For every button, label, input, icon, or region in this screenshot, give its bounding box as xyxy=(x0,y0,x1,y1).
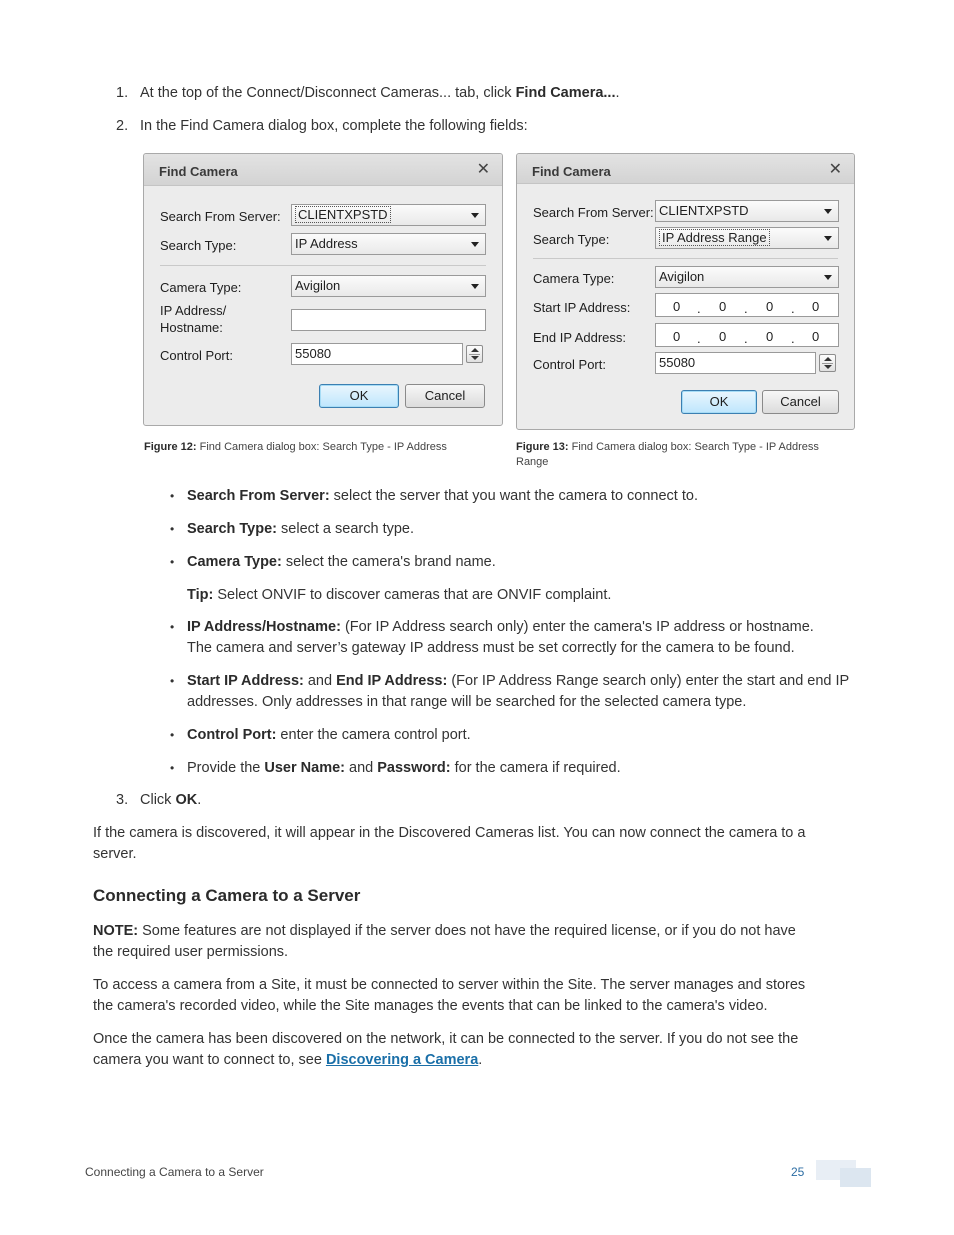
ok-button[interactable]: OK xyxy=(319,384,399,408)
bullet-icon: • xyxy=(170,728,175,742)
tip-text xyxy=(187,585,867,606)
camera-type-label: Camera Type: xyxy=(160,280,242,295)
bullet-bold: Control Port: xyxy=(187,727,277,743)
select-value: CLIENTXPSTD xyxy=(295,206,391,223)
close-icon[interactable]: ✕ xyxy=(828,161,842,178)
select-value: IP Address xyxy=(295,236,358,251)
step-bold: Find Camera... xyxy=(515,85,616,101)
bullet-text xyxy=(187,725,867,746)
chevron-down-icon xyxy=(471,242,479,247)
control-port-input[interactable]: 55080 xyxy=(655,352,816,374)
bullet-body: and xyxy=(303,673,337,689)
section-heading: Connecting a Camera to a Server xyxy=(93,886,361,905)
bullet-icon: • xyxy=(170,522,175,536)
bullet-icon: • xyxy=(170,555,175,569)
caption-label: Figure 13: xyxy=(516,441,569,453)
select-value: Avigilon xyxy=(659,269,705,284)
step-number: 1. xyxy=(116,85,129,101)
chevron-down-icon xyxy=(824,236,832,241)
spinner-arrows-icon[interactable] xyxy=(466,345,483,363)
label-line: Hostname: xyxy=(160,320,223,335)
bullet-text xyxy=(187,617,867,659)
search-type-select[interactable] xyxy=(291,233,486,255)
step-bold: OK xyxy=(175,792,198,808)
corner-decoration xyxy=(840,1168,871,1187)
step-text-part: Click xyxy=(140,792,176,808)
bullet-body: enter the camera control port. xyxy=(276,727,471,743)
select-value: Avigilon xyxy=(295,278,341,293)
note-paragraph xyxy=(93,921,863,963)
select-value: IP Address Range xyxy=(659,229,770,246)
caption-text: Find Camera dialog box: Search Type - IP Address xyxy=(568,441,819,453)
figure-12-caption xyxy=(144,440,504,455)
search-type-select[interactable] xyxy=(655,227,839,249)
step-text-part: . xyxy=(197,792,202,808)
divider xyxy=(160,265,486,266)
dialog-title: Find Camera xyxy=(532,164,611,179)
note-bold: NOTE: xyxy=(93,923,139,939)
cancel-button[interactable]: Cancel xyxy=(762,390,839,414)
bullet-bold: Start IP Address: xyxy=(187,673,304,689)
bullet-body: addresses. Only addresses in that range will be searched for the selected camera type. xyxy=(187,694,747,710)
control-port-label: Control Port: xyxy=(533,357,606,372)
bullet-icon: • xyxy=(170,620,175,634)
bullet-body: (For IP Address search only) enter the camera's IP address or hostname. xyxy=(340,619,814,635)
paragraph-line: . xyxy=(478,1052,483,1068)
caption-text: Range xyxy=(516,456,549,468)
discovered-paragraph xyxy=(93,823,863,865)
ip-address-label xyxy=(160,302,226,336)
bullet-bold: IP Address/Hostname: xyxy=(187,619,341,635)
find-camera-dialog-ip-range xyxy=(516,153,855,430)
step-text xyxy=(140,83,620,104)
chevron-down-icon xyxy=(824,275,832,280)
ok-button[interactable]: OK xyxy=(681,390,757,414)
paragraph-line: the required user permissions. xyxy=(93,944,289,960)
bullet-text xyxy=(187,486,867,507)
step-text: In the Find Camera dialog box, complete the following fields: xyxy=(140,118,528,134)
bullet-text xyxy=(187,552,867,573)
ip-octet: 0 xyxy=(812,329,820,344)
paragraph-line: the camera's recorded video, while the Site manages the events that can be linked to the camera's video. xyxy=(93,998,768,1014)
ip-separator: . xyxy=(791,301,795,316)
camera-type-select[interactable] xyxy=(291,275,486,297)
ip-separator: . xyxy=(744,301,748,316)
end-ip-label: End IP Address: xyxy=(533,330,626,345)
dialog-title: Find Camera xyxy=(159,164,238,179)
tip-body: Select ONVIF to discover cameras that are ONVIF complaint. xyxy=(213,587,612,603)
bullet-bold: User Name: xyxy=(264,760,345,776)
dialog-title-bar xyxy=(144,154,502,186)
end-ip-input[interactable] xyxy=(655,323,839,347)
bullet-body: select the camera's brand name. xyxy=(281,554,496,570)
discovering-camera-link[interactable]: Discovering a Camera xyxy=(325,1052,479,1068)
paragraph-line: Some features are not displayed if the server does not have the required license, or if you do not have xyxy=(138,923,796,939)
dialog-title-bar xyxy=(517,154,854,184)
cancel-button[interactable]: Cancel xyxy=(405,384,485,408)
search-from-server-label: Search From Server: xyxy=(160,209,281,224)
ip-octet: 0 xyxy=(719,299,727,314)
access-paragraph xyxy=(93,975,863,1017)
bullet-bold: Camera Type: xyxy=(187,554,282,570)
step-number: 2. xyxy=(116,118,129,134)
paragraph-line: camera you want to connect to, see xyxy=(93,1052,326,1068)
bullet-body: The camera and server’s gateway IP address must be set correctly for the camera to be found. xyxy=(187,640,795,656)
bullet-text xyxy=(187,758,867,779)
step-text-part: At the top of the Connect/Disconnect Cameras... tab, click xyxy=(140,85,516,101)
chevron-down-icon xyxy=(471,213,479,218)
step-text xyxy=(140,790,201,811)
footer-section-title: Connecting a Camera to a Server xyxy=(85,1165,264,1179)
paragraph-line: To access a camera from a Site, it must be connected to server within the Site. The server manages and stores xyxy=(93,977,806,993)
bullet-body: (For IP Address Range search only) enter the start and end IP xyxy=(447,673,850,689)
bullet-text xyxy=(187,671,867,713)
select-value: CLIENTXPSTD xyxy=(659,203,749,218)
spinner-arrows-icon[interactable] xyxy=(819,354,836,372)
ip-separator: . xyxy=(744,331,748,346)
ip-octet: 0 xyxy=(719,329,727,344)
bullet-body: for the camera if required. xyxy=(450,760,621,776)
bullet-icon: • xyxy=(170,489,175,503)
once-paragraph xyxy=(93,1029,863,1071)
step-text-part: . xyxy=(615,85,620,101)
control-port-input[interactable]: 55080 xyxy=(291,343,463,365)
search-type-label: Search Type: xyxy=(533,232,610,247)
chevron-down-icon xyxy=(824,209,832,214)
camera-type-label: Camera Type: xyxy=(533,271,615,286)
label-line: IP Address/ xyxy=(160,303,227,318)
camera-type-select[interactable] xyxy=(655,266,839,288)
search-from-server-select[interactable] xyxy=(291,204,486,226)
ip-separator: . xyxy=(697,331,701,346)
find-camera-dialog-ip-address xyxy=(143,153,503,426)
bullet-icon: • xyxy=(170,761,175,775)
ip-octet: 0 xyxy=(673,299,681,314)
bullet-bold: Password: xyxy=(377,760,451,776)
paragraph-line: server. xyxy=(93,846,137,862)
bullet-body: and xyxy=(344,760,378,776)
ip-octet: 0 xyxy=(766,329,774,344)
step-number: 3. xyxy=(116,792,129,808)
paragraph-line: Once the camera has been discovered on the network, it can be connected to the server. If you do not see the xyxy=(93,1031,799,1047)
paragraph-line: If the camera is discovered, it will appear in the Discovered Cameras list. You can now connect the camera to a xyxy=(93,825,806,841)
ip-separator: . xyxy=(791,331,795,346)
ip-separator: . xyxy=(697,301,701,316)
caption-text: Find Camera dialog box: Search Type - IP Address xyxy=(196,441,447,453)
bullet-body: select the server that you want the camera to connect to. xyxy=(329,488,698,504)
bullet-bold: End IP Address: xyxy=(336,673,448,689)
start-ip-input[interactable] xyxy=(655,293,839,317)
divider xyxy=(533,258,838,259)
search-type-label: Search Type: xyxy=(160,238,237,253)
control-port-label: Control Port: xyxy=(160,348,233,363)
close-icon[interactable]: ✕ xyxy=(476,161,490,178)
bullet-icon: • xyxy=(170,674,175,688)
start-ip-label: Start IP Address: xyxy=(533,300,631,315)
bullet-body: Provide the xyxy=(187,760,265,776)
figure-13-caption xyxy=(516,440,856,470)
chevron-down-icon xyxy=(471,284,479,289)
bullet-text xyxy=(187,519,867,540)
ip-address-input[interactable] xyxy=(291,309,486,331)
bullet-bold: Search Type: xyxy=(187,521,277,537)
ip-octet: 0 xyxy=(673,329,681,344)
tip-bold: Tip: xyxy=(187,587,214,603)
bullet-bold: Search From Server: xyxy=(187,488,330,504)
page-number: 25 xyxy=(791,1165,805,1179)
search-from-server-label: Search From Server: xyxy=(533,205,654,220)
ip-octet: 0 xyxy=(766,299,774,314)
ip-octet: 0 xyxy=(812,299,820,314)
search-from-server-select[interactable] xyxy=(655,200,839,222)
bullet-body: select a search type. xyxy=(277,521,415,537)
caption-label: Figure 12: xyxy=(144,441,197,453)
